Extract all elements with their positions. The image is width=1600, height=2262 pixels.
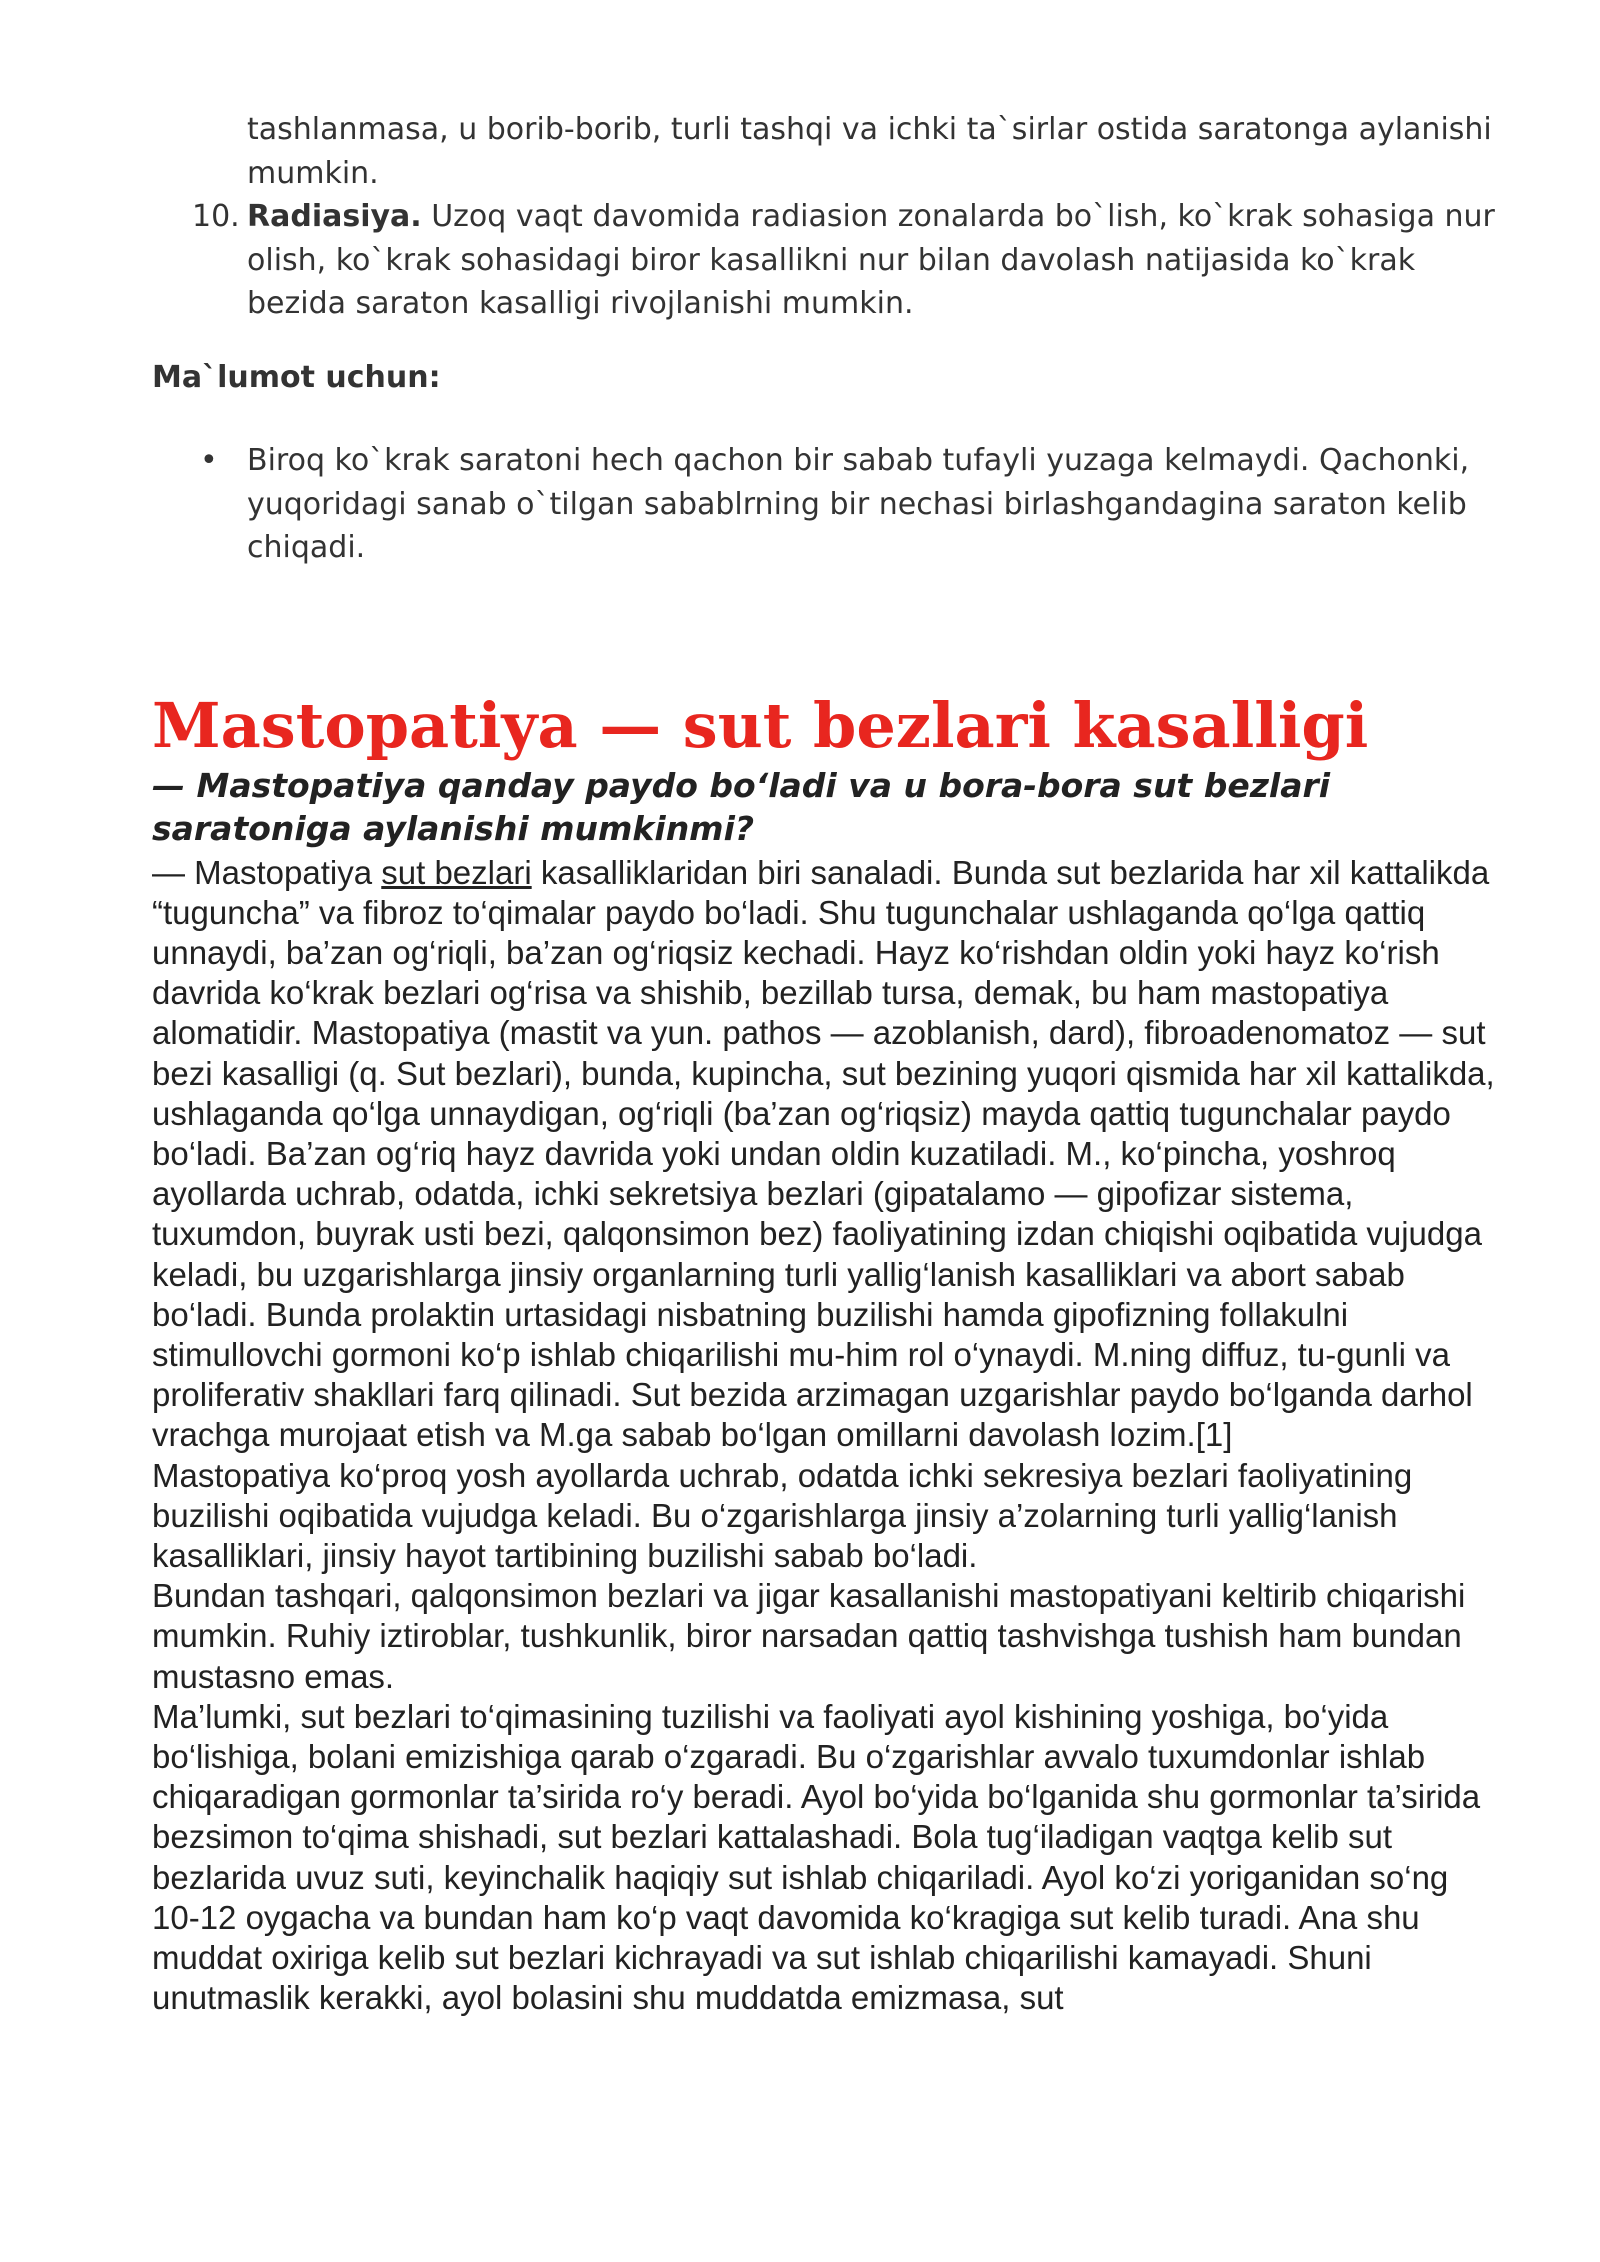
- paragraph-text: kasalliklaridan biri sanaladi. Bunda sut bezlarida har xil kattalikda “tuguncha” va fibroz to‘qimalar paydo bo‘ladi. Shu tugunchalar ushlaganda qo‘lga qattiq unnaydi, ba’zan og‘riqli, ba’zan og‘riqsiz kechadi. Hayz ko‘rishdan oldin yoki hayz ko‘rish davrida ko‘krak bezlari og‘risa va shishib, bezillab tursa, demak, bu ham mastopatiya alomatidir. Mastopatiya (mastit va yun. pathos — azoblanish, dard), fibroadenomatoz — sut bezi kasalligi (q. Sut bezlari), bunda, kupincha, sut bezining yuqori qismida har xil kattalikda, ushlaganda qo‘lga unnaydigan, og‘riqli (ba’zan og‘riqsiz) mayda qattiq tugunchalar paydo bo‘ladi. Ba’zan og‘riq hayz davrida yoki undan oldin kuzatiladi. M., ko‘pincha, yoshroq ayollarda uchrab, odatda, ichki sekretsiya bezlari (gipatalamo — gipofizar sistema, tuxumdon, buyrak usti bezi, qalqonsimon bez) faoliyatining izdan chiqishi oqibatida vujudga keladi, bu uzgarishlarga jinsiy organlarning turli yallig‘lanish kasalliklari va abort sabab bo‘ladi. Bunda prolaktin urtasidagi nisbatning buzilishi hamda gipofizning follakulni stimullovchi gormoni ko‘p ishlab chiqarilishi mu-him rol o‘ynaydi. M.ning diffuz, tu-gunli va proliferativ shakllari farq qilinadi. Sut bezida arzimagan uzgarishlar paydo bo‘lganda darhol vrachga murojaat etish va M.ga sabab bo‘lgan omillarni davolash lozim.[1]: [152, 853, 1495, 1454]
- bullet-text: Biroq ko`krak saratoni hech qachon bir sabab tufayli yuzaga kelmaydi. Qachonki, yuqoridagi sanab o`tilgan sabablrning bir nechasi birlashgandagina saraton kelib chiqadi.: [247, 443, 1470, 565]
- article-body: [152, 853, 1502, 2019]
- article-title: Mastopatiya — sut bezlari kasalligi: [152, 688, 1369, 762]
- paragraph-text: — Mastopatiya: [152, 853, 382, 891]
- list-item-text: Uzoq vaqt davomida radiasion zonalarda bo`lish, ko`krak sohasiga nur olish, ko`krak sohasidagi biror kasallikni nur bilan davolash natijasida ko`krak bezida saraton kasalligi rivojlanishi mumkin.: [247, 199, 1495, 321]
- list-item-9-continuation: [152, 108, 1502, 195]
- article-subtitle: — Mastopatiya qanday paydo bo‘ladi va u bora-bora sut bezlari saratoniga aylanishi mumkinmi?: [152, 765, 1331, 848]
- paragraph-1: [152, 853, 1502, 1456]
- sut-bezlari-link[interactable]: sut bezlari: [381, 853, 532, 891]
- list-number: 10.: [192, 199, 240, 234]
- bullet-item: [152, 439, 1502, 570]
- paragraph-2: Mastopatiya ko‘proq yosh ayollarda uchrab, odatda ichki sekresiya bezlari faoliyatining buzilishi oqibatida vujudga keladi. Bu o‘zgarishlarga jinsiy a’zolarning turli yallig‘lanish kasalliklari, jinsiy hayot tartibining buzilishi sabab bo‘ladi.: [152, 1456, 1413, 1574]
- paragraph-3: Bundan tashqari, qalqonsimon bezlari va jigar kasallanishi mastopatiyani keltirib chiqarishi mumkin. Ruhiy iztiroblar, tushkunlik, biror narsadan qattiq tashvishga tushish ham bundan mustasno emas.: [152, 1577, 1466, 1695]
- list-item-title: Radiasiya.: [247, 199, 422, 234]
- info-label: Ma`lumot uchun:: [152, 359, 441, 395]
- paragraph-4: Ma’lumki, sut bezlari to‘qimasining tuzilishi va faoliyati ayol kishining yoshiga, bo‘yida bo‘lishiga, bolani emizishiga qarab o‘zgaradi. Bu o‘zgarishlar avvalo tuxumdonlar ishlab chiqaradigan gormonlar ta’sirida ro‘y beradi. Ayol bo‘yida bo‘lganida shu gormonlar ta’sirida bezsimon to‘qima shishadi, sut bezlari kattalashadi. Bola tug‘iladigan vaqtga kelib sut bezlarida uvuz suti, keyinchalik haqiqiy sut ishlab chiqariladi. Ayol ko‘zi yoriganidan so‘ng 10-12 oygacha va bundan ham ko‘p vaqt davomida ko‘kragiga sut kelib turadi. Ana shu muddat oxiriga kelib sut bezlari kichrayadi va sut ishlab chiqarilishi kamayadi. Shuni unutmaslik kerakki, ayol bolasini shu muddatda emizmasa, sut: [152, 1697, 1481, 2017]
- list-item-text: tashlanmasa, u borib-borib, turli tashqi va ichki ta`sirlar ostida saratonga aylanishi mumkin.: [247, 112, 1492, 191]
- bullet-dot-icon: •: [200, 443, 218, 478]
- list-item-10: [152, 195, 1502, 326]
- document-page: [152, 108, 1502, 2018]
